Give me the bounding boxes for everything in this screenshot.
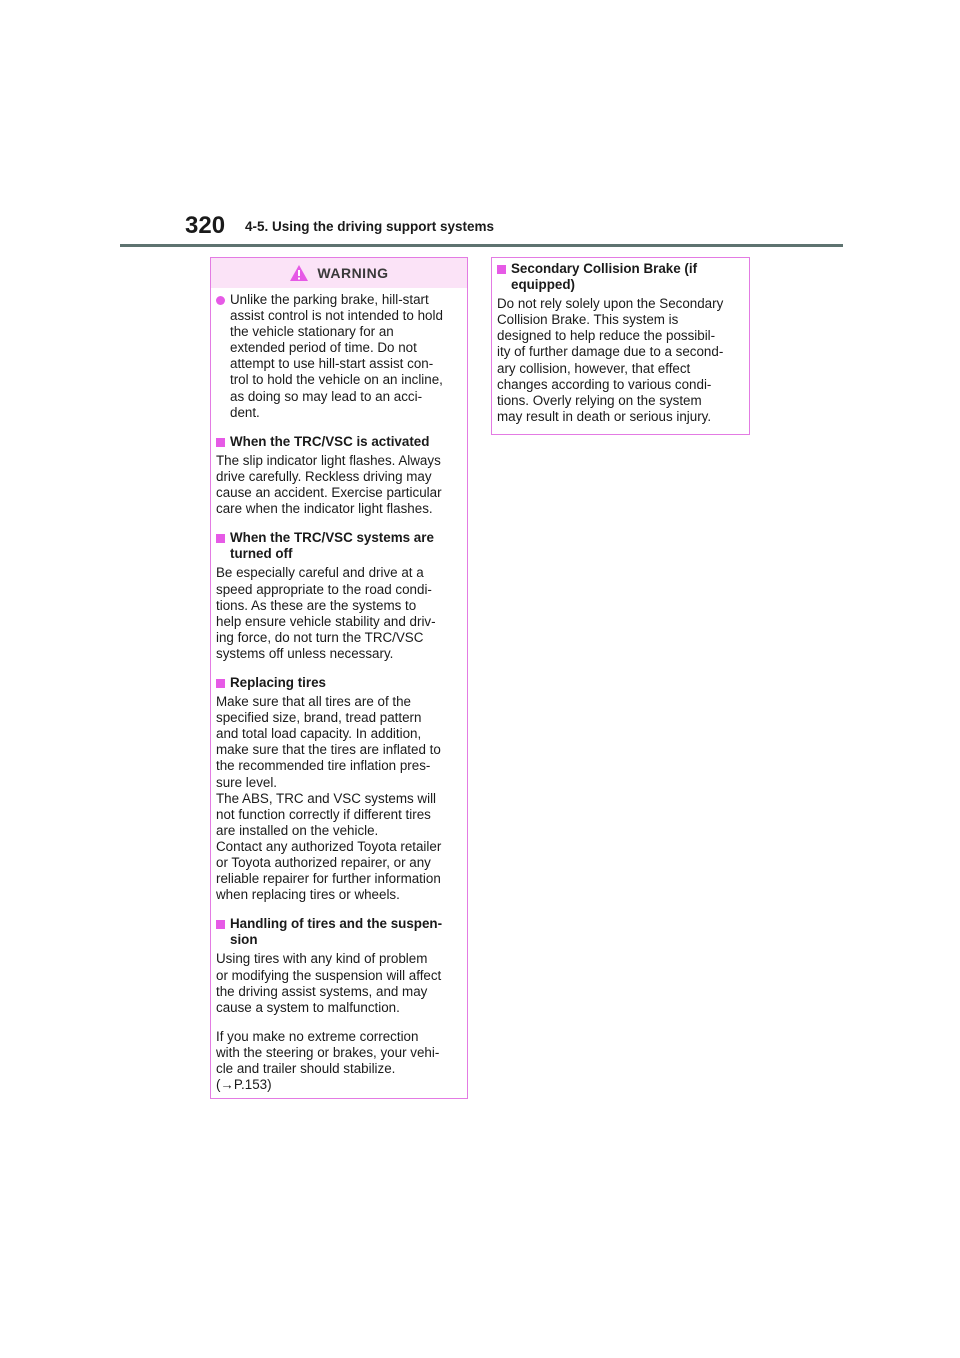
square-bullet-icon [216, 920, 225, 929]
text-line: drive carefully. Reckless driving may [216, 468, 432, 484]
text-line: the driving assist systems, and may [216, 983, 428, 999]
text-line: as doing so may lead to an acci- [230, 388, 423, 404]
text-line: the vehicle stationary for an [230, 324, 394, 340]
text-line: make sure that the tires are inflated to [216, 742, 441, 758]
warning-body [211, 288, 467, 1093]
square-bullet-icon [497, 265, 506, 274]
text-line: the recommended tire inflation pres- [216, 758, 431, 774]
text-line: not function correctly if different tires [216, 806, 431, 822]
text-line: ing force, do not turn the TRC/VSC [216, 629, 424, 645]
section-heading-text [230, 434, 429, 450]
text-line: cle and trailer should stabilize. [216, 1061, 396, 1077]
section-trc-vsc-turned-off [216, 530, 462, 662]
text-line: cause an accident. Exercise particular [216, 485, 442, 501]
section-heading-text [230, 675, 326, 691]
section-tires-suspension [216, 916, 462, 1016]
text-line: or modifying the suspension will affect [216, 967, 442, 983]
text-line: When the TRC/VSC systems are [230, 530, 434, 546]
text-line: tions. Overly relying on the system [497, 392, 702, 408]
text-line: If you make no extreme correction [216, 1028, 419, 1044]
text-line: are installed on the vehicle. [216, 822, 379, 838]
page-number: 320 [185, 212, 226, 239]
text-line: ity of further damage due to a second- [497, 344, 724, 360]
text-line: assist control is not intended to hold [230, 308, 443, 324]
text-line: changes according to various condi- [497, 376, 712, 392]
warning-bullet [216, 292, 462, 421]
text-line: help ensure vehicle stability and driv- [216, 613, 436, 629]
text-line: cause a system to malfunction. [216, 999, 400, 1015]
text-line: attempt to use hill-start assist con- [230, 356, 434, 372]
text-line: The ABS, TRC and VSC systems will [216, 790, 437, 806]
text-line: Contact any authorized Toyota retailer [216, 838, 442, 854]
section-title: 4-5. Using the driving support systems [245, 219, 495, 234]
text-line: Be especially careful and drive at a [216, 565, 424, 581]
text-line: specified size, brand, tread pattern [216, 710, 422, 726]
text-line: Unlike the parking brake, hill-start [230, 292, 429, 307]
text-line: or Toyota authorized repairer, or any [216, 855, 431, 870]
text-line: equipped) [511, 277, 575, 293]
section-heading [216, 675, 462, 691]
section-body [216, 951, 462, 1015]
text-line: Secondary Collision Brake (if [511, 261, 698, 276]
header-rule [120, 244, 843, 247]
text-line: When the TRC/VSC is activated [230, 433, 430, 449]
text-line: Do not rely solely upon the Secondary [497, 296, 724, 312]
text-line: ary collision, however, that effect [497, 360, 691, 376]
text-line: may result in death or serious injury. [497, 408, 712, 424]
section-heading [216, 434, 462, 450]
text-line: sure level. [216, 774, 278, 790]
warning-bullet-text [230, 292, 443, 421]
section-heading-text [511, 261, 697, 293]
final-paragraph [216, 1029, 462, 1093]
text-line: Collision Brake. This system is [497, 312, 679, 328]
section-body [216, 694, 462, 903]
text-line: with the steering or brakes, your vehi- [216, 1044, 440, 1060]
text-line: designed to help reduce the possibil- [497, 328, 716, 344]
warning-triangle-icon [289, 264, 309, 282]
text-line: Replacing tires [230, 674, 326, 690]
text-line: dent. [230, 404, 260, 420]
text-line: speed appropriate to the road condi- [216, 581, 432, 597]
section-heading [216, 916, 462, 948]
text-line: tions. As these are the systems to [216, 597, 417, 613]
secondary-collision-box [491, 257, 750, 435]
square-bullet-icon [216, 679, 225, 688]
bullet-dot-icon [216, 296, 225, 305]
section-trc-vsc-activated [216, 434, 462, 517]
text-line: extended period of time. Do not [230, 340, 417, 356]
section-body [497, 296, 744, 425]
text-line: Make sure that all tires are of the [216, 694, 412, 710]
section-replacing-tires [216, 675, 462, 903]
section-heading [497, 261, 744, 293]
text-line: Handling of tires and the suspen- [230, 916, 443, 932]
square-bullet-icon [216, 534, 225, 543]
text-line: and total load capacity. In addition, [216, 726, 422, 742]
text-line: sion [230, 932, 258, 948]
text-line: Using tires with any kind of problem [216, 951, 428, 967]
text-line: (→P.153) [216, 1077, 272, 1093]
text-line: care when the indicator light flashes. [216, 501, 433, 517]
warning-box [210, 257, 468, 1099]
section-body [216, 565, 462, 662]
text-line: when replacing tires or wheels. [216, 887, 400, 903]
text-line: reliable repairer for further information [216, 871, 441, 887]
text-line: trol to hold the vehicle on an incline, [230, 372, 443, 388]
section-heading [216, 530, 462, 562]
square-bullet-icon [216, 438, 225, 447]
warning-header [211, 258, 467, 288]
text-line: The slip indicator light flashes. Always [216, 452, 441, 468]
section-heading-text [230, 530, 434, 562]
section-body [216, 453, 462, 517]
warning-title: WARNING [317, 265, 389, 281]
section-heading-text [230, 916, 442, 948]
text-line: systems off unless necessary. [216, 645, 394, 661]
text-line: turned off [230, 546, 293, 562]
